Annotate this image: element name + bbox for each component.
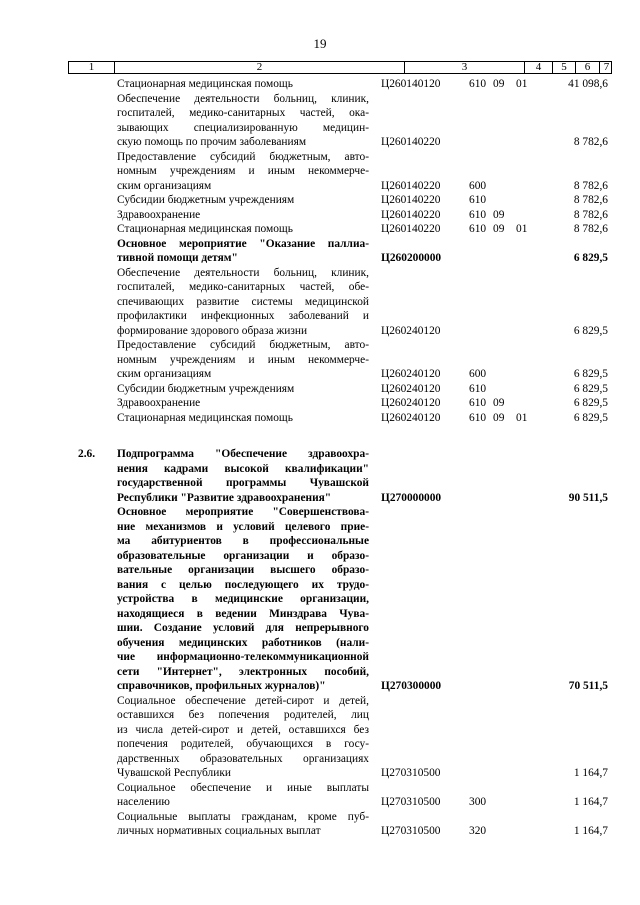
row-text-line: шии. Создание условий для непрерывного [117,622,369,634]
page-number: 19 [313,36,327,51]
row-amount: 70 511,5 [568,680,608,692]
row-text-line: Чувашской Республики [117,767,231,779]
row-code: Ц270300000 [381,680,442,692]
row-text-line: Здравоохранение [117,397,201,409]
row-text-line: ма абитуриентов в профессиональные [117,535,369,547]
row-amount: 1 164,7 [573,767,608,779]
row-col5: 09 [493,397,505,409]
row-text-line: зывающих специализированную медицин- [117,121,369,134]
row-text-line: находящиеся в ведении Минздрава Чува- [117,607,369,620]
row-text-line: Обеспечение деятельности больниц, клиник, [117,266,369,279]
row-col5: 09 [493,208,505,221]
row-text-line: Социальное обеспечение детей-сирот и детей, [117,694,369,707]
row-text-line: госпиталей, медико-санитарных частей, обе- [117,281,369,293]
row-text-line: номным учреждениям и иным некоммерче- [117,165,369,177]
row-col5: 09 [493,411,505,424]
row-code: Ц260240120 [381,324,441,337]
row-col5: 09 [493,78,505,90]
row-text-line: обучения медицинских работников (нали- [117,636,369,649]
row-amount: 6 829,5 [573,252,608,264]
row-amount: 1 164,7 [573,796,608,808]
row-text-line: Стационарная медицинская помощь [117,78,293,90]
row-text-line: тивной помощи детям" [117,252,238,264]
row-amount: 90 511,5 [568,491,608,504]
row-code: Ц260140220 [381,194,441,206]
row-text-line: Обеспечение деятельности больниц, клиник, [117,92,369,105]
row-col5: 09 [493,223,505,235]
row-text-line: спечивающих развитие системы медицинской [117,295,369,308]
header-col-2: 2 [115,62,405,73]
row-col6: 01 [516,78,528,90]
row-code: Ц260240120 [381,397,441,409]
row-col4: 610 [469,78,487,90]
row-text-line: Предоставление субсидий бюджетным, авто- [117,150,369,163]
row-col4: 300 [469,796,487,808]
row-text-line: Основное мероприятие "Оказание паллиа- [117,237,369,250]
row-text-line: государственной программы Чувашской [117,477,369,489]
row-text-line: нения кадрами высокой квалификации" [117,462,369,475]
header-col-1: 1 [69,62,115,73]
row-code: Ц260140220 [381,136,441,148]
row-code: Ц270310500 [381,796,441,808]
row-amount: 8 782,6 [573,194,608,206]
row-code: Ц260140120 [381,78,441,90]
row-code: Ц260200000 [381,252,442,264]
row-code: Ц260140220 [381,179,441,192]
row-text-line: чие информационно-телекоммуникационной [117,651,369,663]
row-text-line: Стационарная медицинская помощь [117,223,293,235]
row-code: Ц260240120 [381,368,441,380]
row-text-line: скую помощь по прочим заболеваниям [117,136,307,148]
row-text-line: номным учреждениям и иным некоммерче- [117,353,369,366]
row-text-line: ским организациям [117,179,212,192]
row-text-line: Социальное обеспечение и иные выплаты [117,781,369,794]
row-amount: 8 782,6 [573,179,608,192]
table-header [68,61,612,74]
row-text-line: Основное мероприятие "Совершенствова- [117,506,369,518]
row-amount: 6 829,5 [573,324,608,337]
row-text-line: оставшихся без попечения родителей, лиц [117,709,369,721]
row-text-line: личных нормативных социальных выплат [117,825,321,837]
row-code: Ц260140220 [381,223,441,235]
header-col-4: 4 [525,62,553,73]
row-col4: 610 [469,194,487,206]
row-code: Ц270310500 [381,767,441,779]
row-text-line: сети "Интернет", электронных пособий, [117,665,369,678]
header-col-7: 7 [603,61,610,73]
row-text-line: дарственных образовательных организациях [117,752,369,765]
row-col4: 600 [469,368,487,380]
row-text-line: попечения родителей, обучающихся в госу- [117,738,369,750]
header-col-3: 3 [405,62,525,73]
header-col-5: 5 [553,62,576,73]
row-amount: 41 098,6 [568,78,608,90]
row-amount: 6 829,5 [573,397,608,409]
row-text-line: Стационарная медицинская помощь [117,411,293,424]
row-text-line: ским организациям [117,368,212,380]
row-col6: 01 [516,223,528,235]
row-text-line: устройства в медицинские организации, [117,593,369,605]
row-code: Ц260140220 [381,208,441,221]
row-amount: 6 829,5 [573,368,608,380]
row-col4: 320 [469,825,487,837]
row-text-line: населению [117,796,170,808]
row-col4: 610 [469,208,487,221]
row-text-line: Республики "Развитие здравоохранения" [117,491,332,504]
row-text-line: образовательные организации и образо- [117,549,369,562]
row-text-line: госпиталей, медико-санитарных частей, ока- [117,107,369,119]
row-amount: 6 829,5 [573,411,608,424]
row-text-line: вания с целью последующего их трудо- [117,578,369,591]
row-text-line: справочников, профильных журналов)" [117,680,326,692]
row-code: Ц260240120 [381,411,441,424]
row-col4: 610 [469,382,487,395]
row-col4: 600 [469,179,487,192]
row-code: Ц260240120 [381,382,441,395]
row-text-line: Предоставление субсидий бюджетным, авто- [117,339,369,351]
row-amount: 8 782,6 [573,223,608,235]
row-col4: 610 [469,223,487,235]
row-amount: 8 782,6 [573,136,608,148]
row-text-line: профилактики инфекционных заболеваний и [117,310,369,322]
row-amount: 6 829,5 [573,382,608,395]
row-code: Ц270000000 [381,491,442,504]
row-text-line: Здравоохранение [117,208,201,221]
row-text-line: Субсидии бюджетным учреждениям [117,382,295,395]
row-col4: 610 [469,411,487,424]
row-text-line: формирование здорового образа жизни [117,324,308,337]
header-col-6: 6 [576,62,600,73]
row-amount: 8 782,6 [573,208,608,221]
row-text-line: Социальные выплаты гражданам, кроме пуб- [117,810,369,823]
row-text-line: вательные организации высшего образо- [117,564,369,576]
row-text-line: из числа детей-сирот и детей, оставшихся без [117,723,369,736]
row-code: Ц270310500 [381,825,441,837]
row-col6: 01 [516,411,528,424]
section-number: 2.6. [78,448,96,460]
row-amount: 1 164,7 [573,825,608,837]
row-text-line: Субсидии бюджетным учреждениям [117,194,295,206]
row-text-line: ние механизмов и условий целевого прие- [117,520,369,533]
row-col4: 610 [469,397,487,409]
row-text-line: Подпрограмма "Обеспечение здравоохра- [117,448,369,460]
